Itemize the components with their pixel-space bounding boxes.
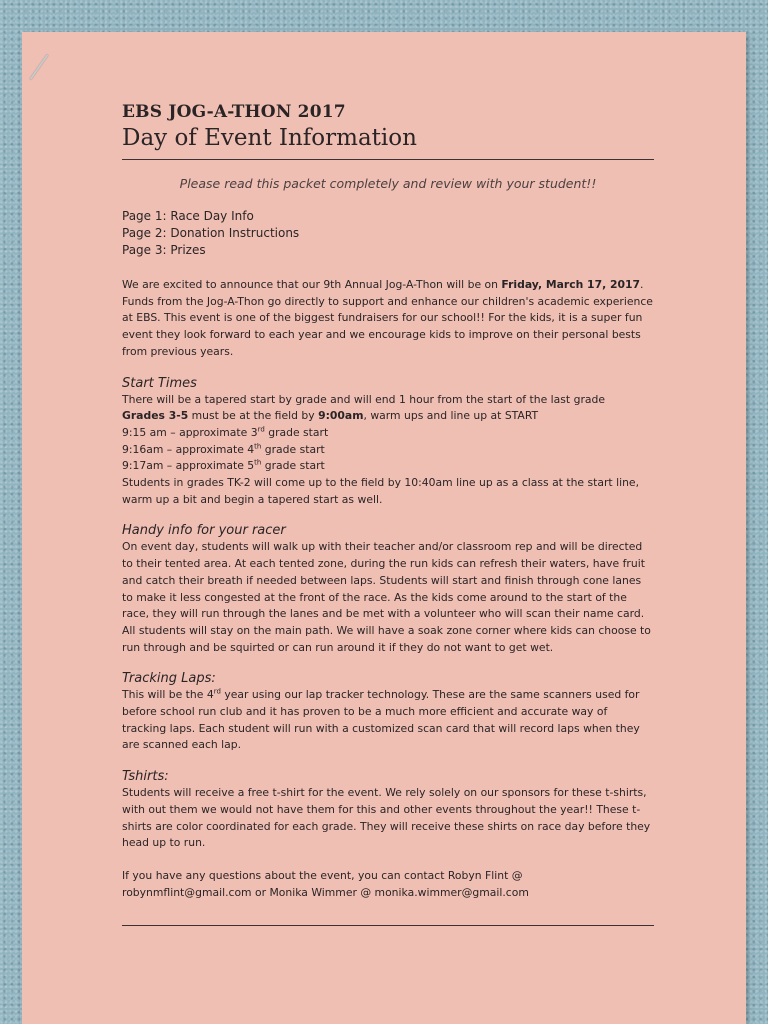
start-time-rest: grade start (261, 442, 325, 456)
handy-info-section (122, 522, 654, 656)
start-time-row (122, 458, 654, 475)
grades-3-5-line (122, 408, 654, 425)
start-times-line: There will be a tapered start by grade and will end 1 hour from the start of the last grade (122, 392, 605, 406)
event-date: Friday, March 17, 2017 (501, 278, 640, 291)
start-time: 9:17am – approximate 5 (122, 459, 255, 473)
flyer-page (22, 32, 746, 1024)
intro-paragraph (122, 277, 654, 361)
tracking-text: This will be the 4 (122, 688, 214, 702)
section-heading: Tracking Laps: (122, 671, 216, 687)
tshirts-paragraph: Students will receive a free t-shirt for the event. We rely solely on our sponsors for these t-shirts, with out them we would not have them for this and other events throughout the year!! These t-shirts are color coordinated for each grade. They will receive these shirts on race day before they head up to run. (122, 786, 651, 850)
start-time-row (122, 425, 654, 442)
arrival-time: 9:00am (318, 409, 364, 423)
title-divider (122, 159, 654, 160)
tagline: Please read this packet completely and review with your student!! (179, 176, 597, 191)
page-index (122, 208, 654, 259)
tracking-text-rest: year using our lap tracker technology. These are the same scanners used for before school run club and it has proven to be a much more efficient and accurate way of tracking laps. Each student will run with a customized scan card that will record laps when they are scanned each lap. (122, 688, 640, 752)
bottom-divider (122, 925, 654, 926)
contact-paragraph: If you have any questions about the event, you can contact Robyn Flint @ robynmflint@gmail.com or Monika Wimmer @ monika.wimmer@gmail.com (122, 868, 529, 899)
start-time-rest: grade start (264, 425, 329, 439)
start-times-section (122, 375, 654, 509)
section-heading: Tshirts: (122, 769, 169, 785)
start-time-row (122, 442, 654, 459)
page-title: Day of Event Information (122, 125, 417, 151)
ordinal-suffix: rd (257, 425, 265, 434)
section-heading: Handy info for your racer (122, 523, 286, 539)
tshirts-section (122, 768, 654, 852)
start-time: 9:15 am – approximate 3 (122, 425, 258, 439)
tracking-laps-section (122, 670, 654, 754)
event-name: EBS JOG-A-THON 2017 (122, 102, 346, 122)
grades-text: must be at the field by (188, 409, 319, 423)
intro-text: We are excited to announce that our 9th Annual Jog-A-Thon will be on (122, 278, 502, 291)
ordinal-suffix: th (254, 458, 262, 467)
ordinal-suffix: rd (213, 687, 221, 696)
grades-text-end: , warm ups and line up at START (363, 409, 539, 423)
grades-label: Grades 3-5 (122, 409, 189, 423)
tk2-paragraph: Students in grades TK-2 will come up to the field by 10:40am line up as a class at the start line, warm up a bit and begin a tapered start as well. (122, 476, 639, 506)
handy-info-paragraph: On event day, students will walk up with their teacher and/or classroom rep and will be directed to their tented area. At each tented zone, during the run kids can refresh their waters, have fruit and catch their breath if needed between laps. Students will start and finish through cone lanes to make it less congested at the front of the race. As the kids come around to the start of the race, they will run through the lanes and be met with a volunteer who will scan their name card. All students will stay on the main path. We will have a soak zone corner where kids can choose to run through and be squirted or can run around it if they do not want to get wet. (122, 540, 651, 654)
section-heading: Start Times (122, 375, 197, 391)
start-time: 9:16am – approximate 4 (122, 442, 255, 456)
page-index-item: Page 2: Donation Instructions (122, 226, 300, 240)
start-time-rest: grade start (261, 459, 325, 473)
tracking-paragraph (122, 687, 654, 754)
page-index-item: Page 1: Race Day Info (122, 209, 254, 223)
staple (30, 54, 49, 80)
page-index-item: Page 3: Prizes (122, 243, 206, 257)
ordinal-suffix: th (254, 442, 262, 451)
intro-text-rest: . Funds from the Jog-A-Thon go directly to support and enhance our children's academic experience at EBS. This event is one of the biggest fundraisers for our school!! For the kids, it is a super fun event they look forward to each year and we encourage kids to improve on their personal bests from previous years. (122, 278, 653, 358)
